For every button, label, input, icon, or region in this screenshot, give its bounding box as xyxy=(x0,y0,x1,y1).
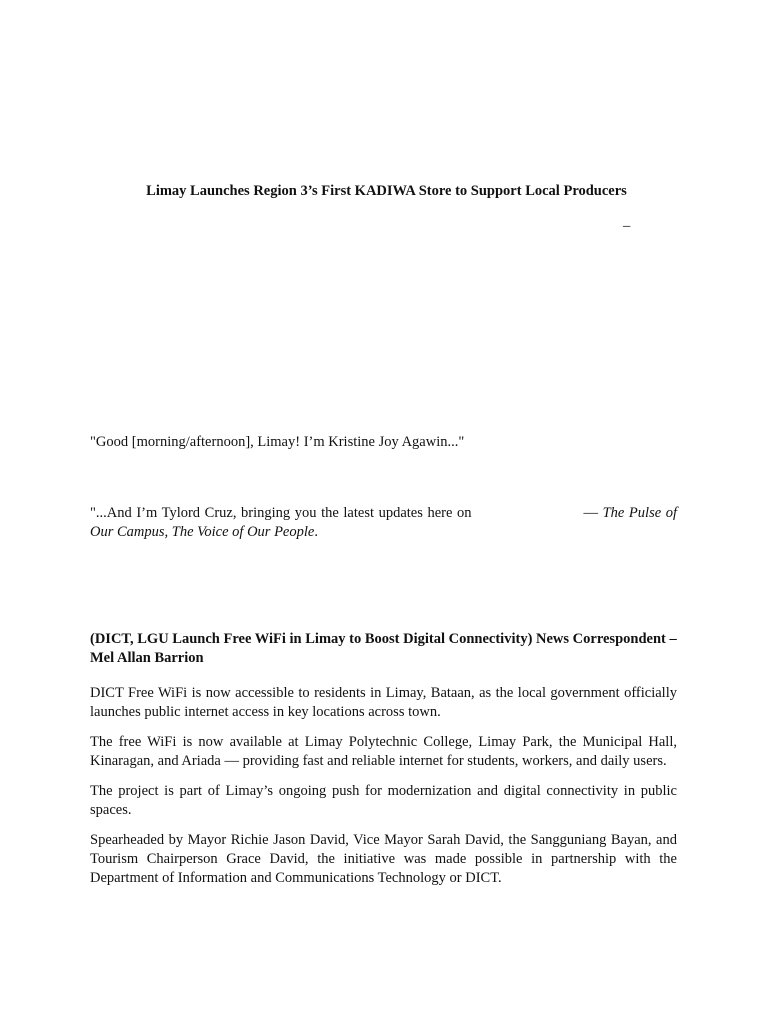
document-title: Limay Launches Region 3’s First KADIWA Store to Support Local Producers xyxy=(146,183,627,199)
news-headline: (DICT, LGU Launch Free WiFi in Limay to Boost Digital Connectivity) News Correspondent – Mel Allan Barrion xyxy=(90,631,677,666)
news-paragraph-3: The project is part of Limay’s ongoing push for modernization and digital connectivity in public spaces. xyxy=(90,783,677,818)
news-paragraph-2: The free WiFi is now available at Limay Polytechnic College, Limay Park, the Municipal Hall, Kinaragan, and Ariada — providing fast and reliable internet for students, workers, and daily users. xyxy=(90,734,677,769)
greeting-2-lead: "...And I’m Tylord Cruz, bringing you the latest updates here on xyxy=(90,505,472,521)
greeting-2-end: . xyxy=(314,524,318,540)
news-paragraph-4: Spearheaded by Mayor Richie Jason David, Vice Mayor Sarah David, the Sangguniang Bayan, and Tourism Chairperson Grace David, the initiative was made possible in partnership with the Department of Information and Communications Technology or DICT. xyxy=(90,832,677,886)
greeting-line-2 xyxy=(90,504,677,542)
greeting-2-tagline: The Pulse of Our Campus, The Voice of Our People xyxy=(90,505,678,540)
greeting-2-dash: — xyxy=(583,505,598,521)
greeting-line-1: "Good [morning/afternoon], Limay! I’m Kristine Joy Agawin..." xyxy=(90,434,465,450)
news-paragraph-1: DICT Free WiFi is now accessible to residents in Limay, Bataan, as the local government officially launches public internet access in key locations across town. xyxy=(90,685,677,720)
title-dash: – xyxy=(623,218,631,234)
